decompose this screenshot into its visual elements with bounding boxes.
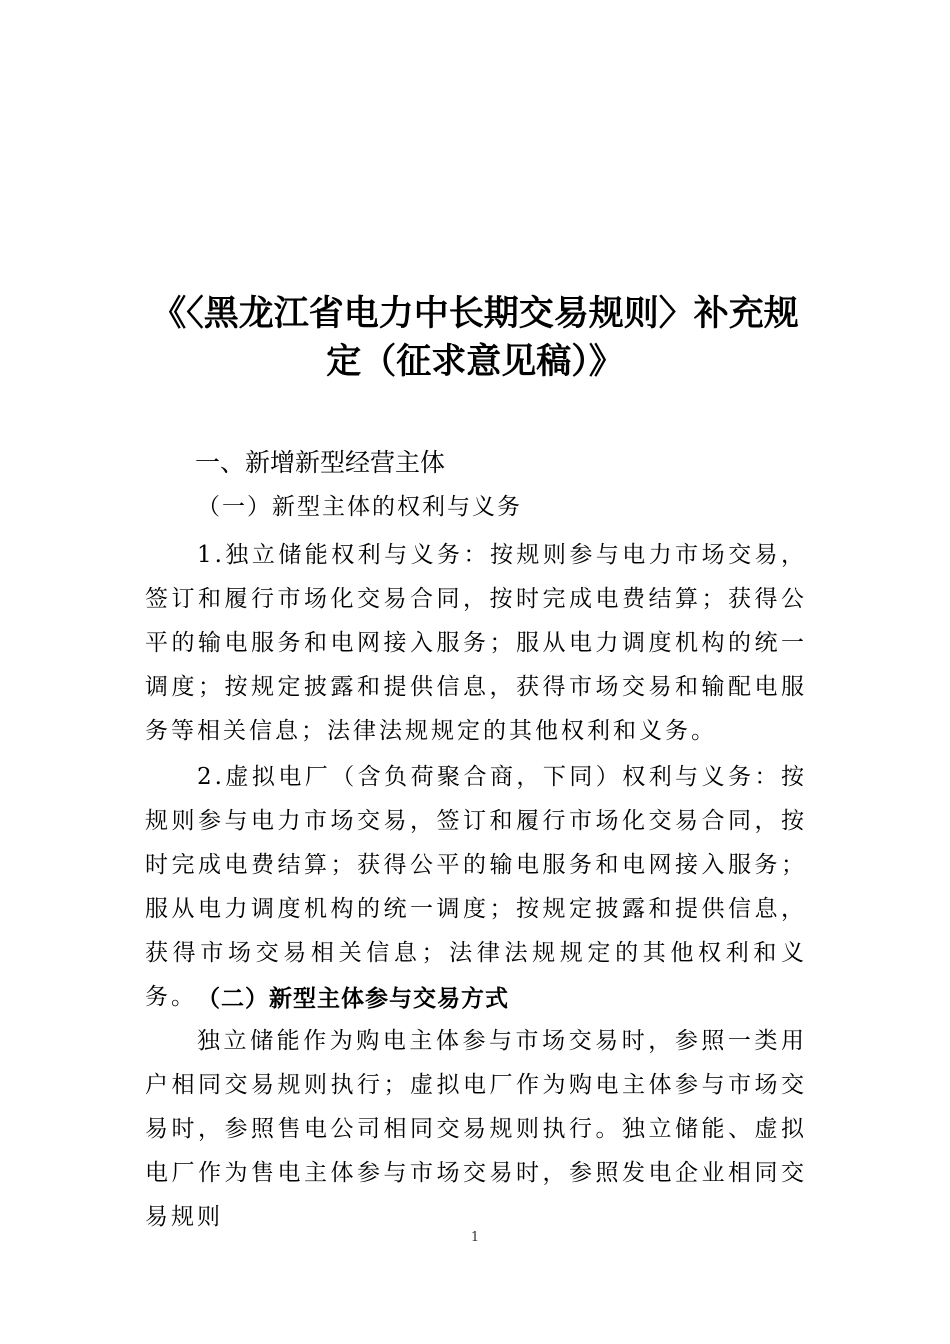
subsection-heading-rights-obligations: （一）新型主体的权利与义务 — [197, 494, 522, 520]
section-heading-new-entities: 一、新增新型经营主体 — [195, 448, 446, 477]
subsection-heading-trading-methods: （二）新型主体参与交易方式 — [197, 985, 509, 1012]
paragraph-virtual-plant-rights: 2.虚拟电厂（含负荷聚合商，下同）权利与义务：按规则参与电力市场交易，签订和履行市场化交易合同，按时完成电费结算；获得公平的输电服务和电网接入服务；服从电力调度机构的统一调度；按规定披露和提供信息，获得市场交易相关信息；法律法规规定的其他权利和义务。 — [145, 764, 807, 1010]
document-title-line-1: 《〈黑龙江省电力中长期交易规则〉补充规 — [151, 294, 799, 334]
document-title-line-2: 定（征求意见稿）》 — [326, 342, 624, 382]
paragraph-trading-methods: 独立储能作为购电主体参与市场交易时，参照一类用户相同交易规则执行；虚拟电厂作为购电主体参与市场交易时，参照售电公司相同交易规则执行。独立储能、虚拟电厂作为售电主体参与市场交易时，参照发电企业相同交易规则 — [145, 1028, 807, 1230]
page-number: 1 — [470, 1230, 480, 1245]
paragraph-storage-rights: 1.独立储能权利与义务：按规则参与电力市场交易，签订和履行市场化交易合同，按时完成电费结算；获得公平的输电服务和电网接入服务；服从电力调度机构的统一调度；按规定披露和提供信息，获得市场交易和输配电服务等相关信息；法律法规规定的其他权利和义务。 — [145, 542, 807, 744]
